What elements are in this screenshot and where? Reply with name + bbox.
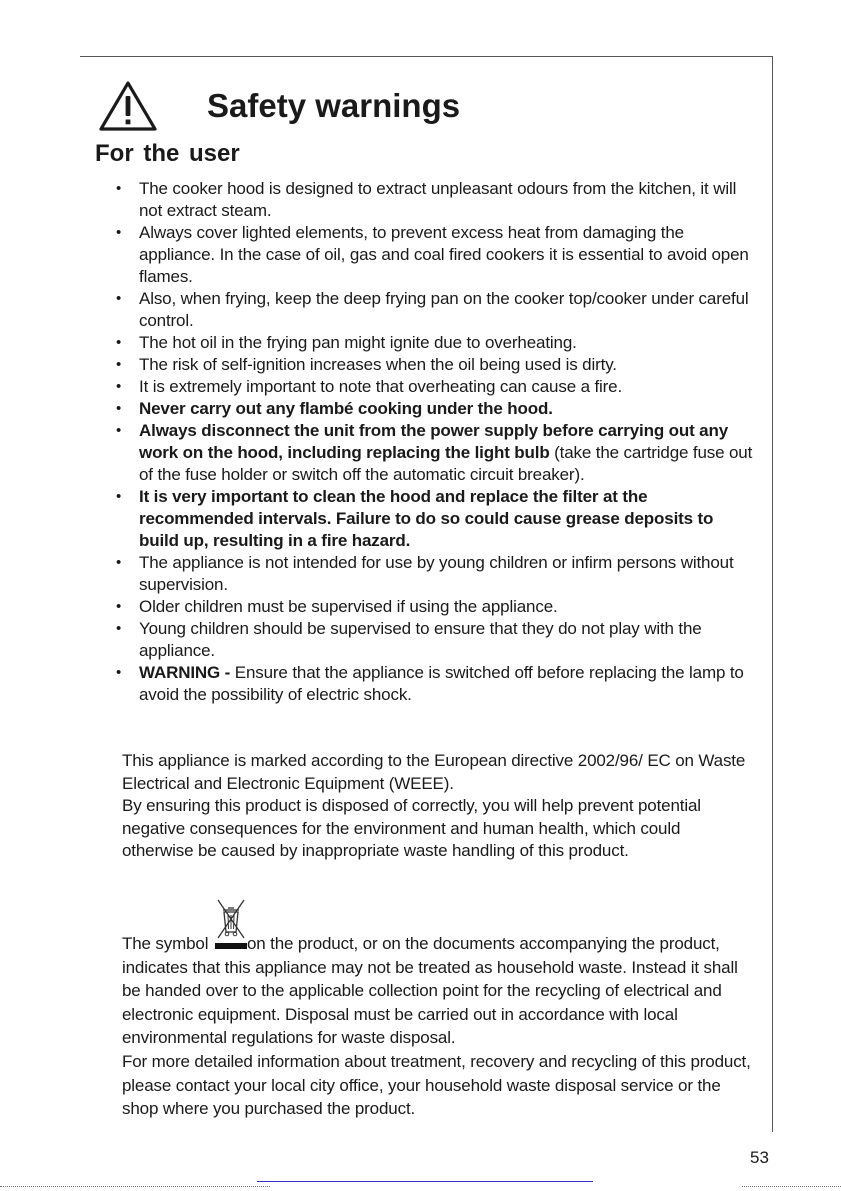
warning-emphasis: Never carry out any flambé cooking under the hood. xyxy=(139,399,553,418)
crop-mark-right xyxy=(742,1186,841,1187)
crossed-out-wheelie-bin-icon xyxy=(213,931,247,949)
weee-disposal-paragraph: By ensuring this product is disposed of correctly, you will help prevent potential negative consequences for the environment and human health, which could otherwise be caused by inappropriate waste handling of this product. xyxy=(122,796,701,860)
warning-text: (take the cartridge fuse out of the fuse holder or switch off the automatic circuit breaker). xyxy=(139,443,753,484)
warning-text: The cooker hood is designed to extract unpleasant odours from the kitchen, it will not extract steam. xyxy=(139,179,737,220)
warning-item xyxy=(116,486,756,552)
warning-item xyxy=(116,354,756,376)
warning-item xyxy=(116,288,756,332)
warning-emphasis: Always disconnect the unit from the power supply before carrying out any work on the hood, including replacing the light bulb xyxy=(139,421,729,462)
warning-text: The hot oil in the frying pan might ignite due to overheating. xyxy=(139,333,577,352)
warning-text: It is extremely important to note that overheating can cause a fire. xyxy=(139,377,623,396)
page-title: Safety warnings xyxy=(207,87,461,124)
right-border-rule xyxy=(772,56,773,1132)
warning-text: Also, when frying, keep the deep frying pan on the cooker top/cooker under careful control. xyxy=(139,289,749,330)
weee-directive-paragraph: This appliance is marked according to the European directive 2002/96/ EC on Waste Electrical and Electronic Equipment (WEEE). xyxy=(122,751,746,793)
crop-mark-left xyxy=(0,1186,270,1187)
warning-item xyxy=(116,398,756,420)
safety-warnings-list xyxy=(116,178,756,706)
warning-item xyxy=(116,332,756,354)
warning-text: Older children must be supervised if using the appliance. xyxy=(139,597,558,616)
warning-text: Young children should be supervised to ensure that they do not play with the appliance. xyxy=(139,619,702,660)
weee-symbol-section xyxy=(122,931,752,1121)
weee-information-paragraph: For more detailed information about treatment, recovery and recycling of this product, please contact your local city office, your household waste disposal service or the shop where you purchased the product. xyxy=(122,1051,751,1119)
warning-text: Ensure that the appliance is switched off before replacing the lamp to avoid the possibility of electric shock. xyxy=(139,663,744,704)
warning-item xyxy=(116,618,756,662)
warning-text: The appliance is not intended for use by young children or infirm persons without supervision. xyxy=(139,553,734,594)
weee-symbol-paragraph xyxy=(122,931,752,1050)
bottom-link-underline xyxy=(257,1181,593,1182)
section-subtitle: For the user xyxy=(95,140,240,167)
warning-emphasis: It is very important to clean the hood and replace the filter at the recommended intervals. Failure to do so could cause grease deposits to build up, resulting in a fire hazard. xyxy=(139,487,714,550)
warning-text: The risk of self-ignition increases when the oil being used is dirty. xyxy=(139,355,617,374)
page-number: 53 xyxy=(750,1148,769,1167)
warning-item xyxy=(116,178,756,222)
symbol-text-after: on the product, or on the documents accompanying the product, indicates that this appliance may not be treated as household waste. Instead it shall be handed over to the applicable collection point for the recycling of electrical and electronic equipment. Disposal must be carried out in accordance with local environmental regulations for waste disposal. xyxy=(122,934,738,1048)
warning-item xyxy=(116,552,756,596)
warning-item xyxy=(116,222,756,288)
warning-emphasis: WARNING - xyxy=(139,663,231,682)
warning-text: Always cover lighted elements, to prevent excess heat from damaging the appliance. In the case of oil, gas and coal fired cookers it is essential to avoid open flames. xyxy=(139,223,749,286)
symbol-text-before: The symbol xyxy=(122,934,213,953)
weee-section xyxy=(122,750,752,863)
warning-triangle-icon xyxy=(98,80,158,132)
warning-item xyxy=(116,420,756,486)
warning-item xyxy=(116,376,756,398)
top-border-rule xyxy=(80,56,773,57)
warning-item xyxy=(116,662,756,706)
warning-item xyxy=(116,596,756,618)
